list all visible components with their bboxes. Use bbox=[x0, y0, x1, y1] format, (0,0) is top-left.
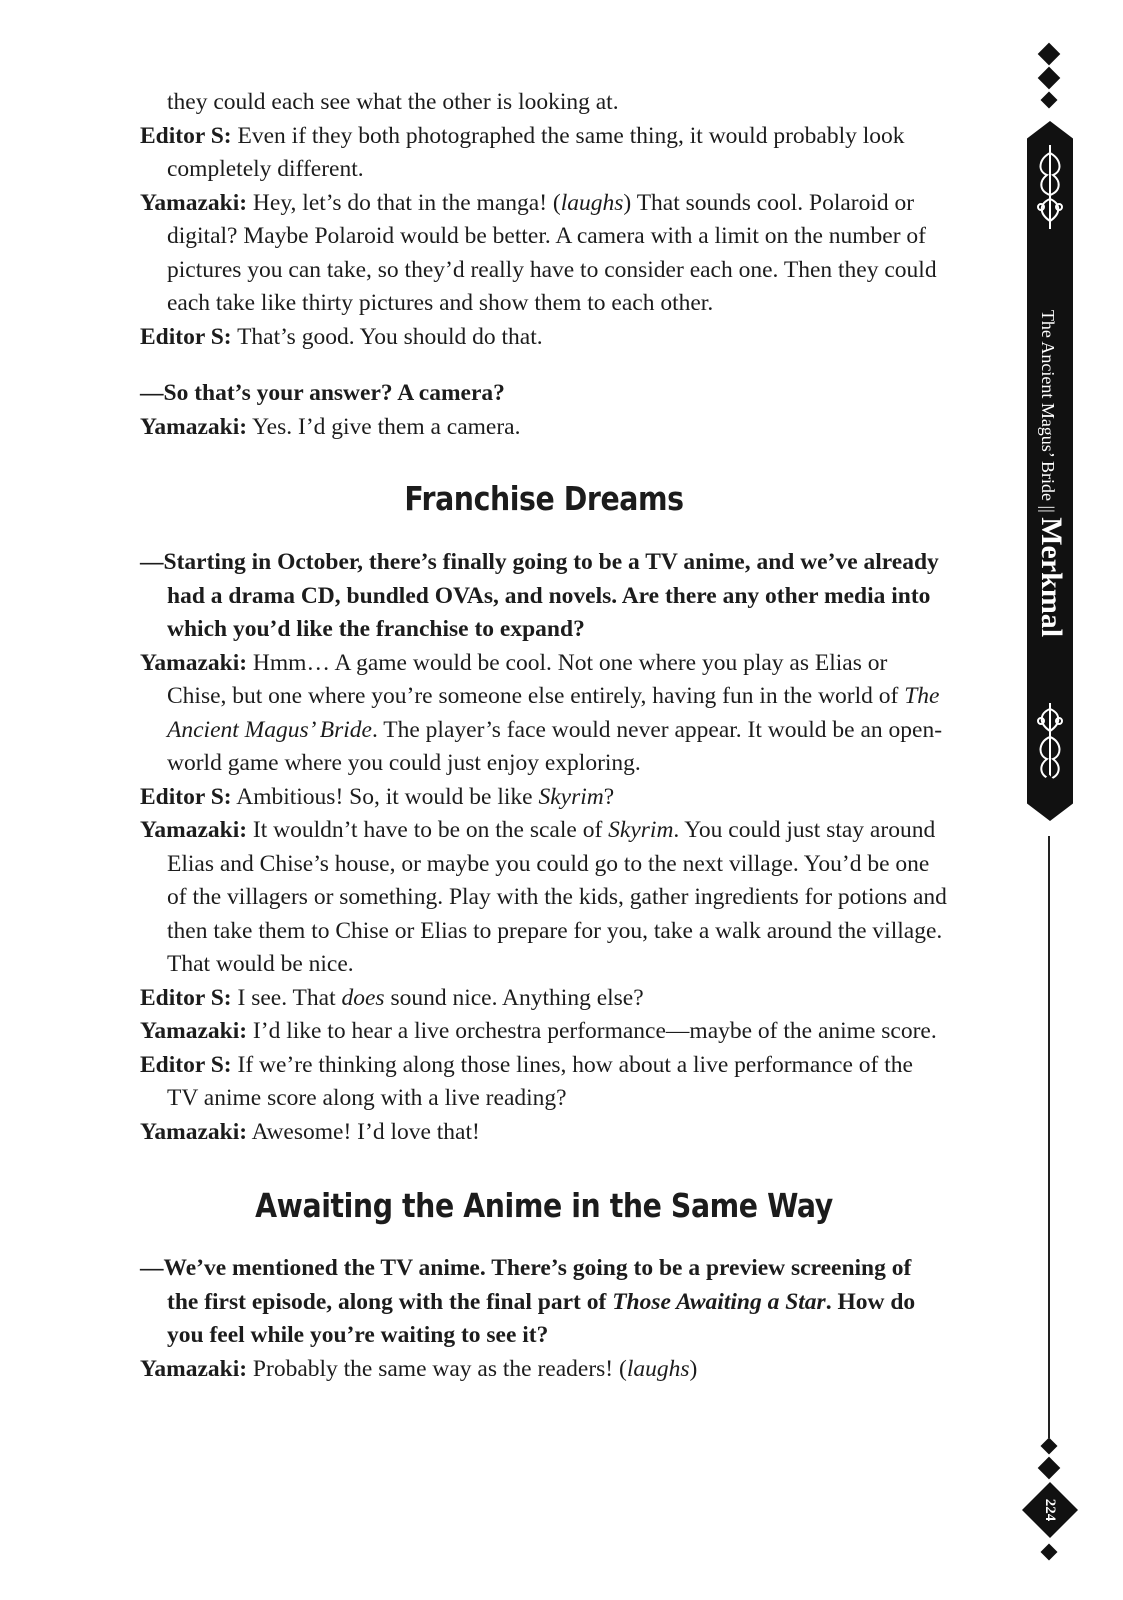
dialogue-text: Hmm… A game would be cool. Not one where you play as Elias or Chise, but one where you’re someone else entirely, having fun in the world of bbox=[167, 649, 905, 709]
dialogue-editor bbox=[140, 781, 948, 815]
dialogue-yamazaki bbox=[140, 411, 948, 445]
diamond-ornament bbox=[1038, 67, 1061, 90]
dialogue-text: Yes. I’d give them a camera. bbox=[252, 413, 521, 440]
diamond-ornament bbox=[1038, 43, 1061, 66]
dialogue-italic: laughs bbox=[560, 189, 624, 216]
dialogue-yamazaki bbox=[140, 814, 948, 982]
page-number: 224 bbox=[1042, 1498, 1059, 1522]
ribbon-title bbox=[1033, 253, 1067, 693]
flourish-ornament-top bbox=[1031, 141, 1069, 233]
dialogue-editor bbox=[140, 1049, 948, 1116]
speaker-label: Yamazaki: bbox=[140, 189, 248, 216]
dialogue-text: Hey, let’s do that in the manga! ( bbox=[252, 189, 561, 216]
diamond-ornament bbox=[1038, 1457, 1061, 1480]
dialogue-yamazaki bbox=[140, 187, 948, 321]
speaker-label: Editor S: bbox=[140, 323, 232, 350]
interview-question: —So that’s your answer? A camera? bbox=[140, 380, 505, 406]
speaker-label: Yamazaki: bbox=[140, 649, 248, 676]
diamond-ornament bbox=[1041, 1438, 1058, 1455]
speaker-label: Yamazaki: bbox=[140, 1118, 248, 1145]
dialogue-italic: laughs bbox=[626, 1355, 690, 1382]
dialogue-italic: Skyrim bbox=[538, 783, 604, 810]
dialogue-yamazaki bbox=[140, 1116, 948, 1150]
dialogue-italic: Skyrim bbox=[608, 817, 674, 843]
interview-question bbox=[140, 1252, 948, 1353]
dialogue-text: That’s good. You should do that. bbox=[237, 323, 543, 350]
dialogue-text: It wouldn’t have to be on the scale of bbox=[252, 817, 609, 843]
book-title: The Ancient Magus’ Bride bbox=[1038, 309, 1059, 501]
dialogue-text: ? bbox=[603, 783, 615, 810]
speaker-label: Yamazaki: bbox=[140, 1355, 248, 1382]
dialogue-text: sound nice. Anything else? bbox=[384, 984, 644, 1011]
dialogue-text: Ambitious! So, it would be like bbox=[236, 783, 539, 810]
side-ribbon bbox=[1010, 36, 1090, 1571]
interview-question: —Starting in October, there’s finally going to be a TV anime, and we’ve already had a drama CD, bundled OVAs, and novels. Are there any other media into which you’d like the franchise to expand? bbox=[140, 549, 939, 642]
dialogue-text: Awesome! I’d love that! bbox=[251, 1118, 480, 1145]
dialogue-text: If we’re thinking along those lines, how about a live performance of the TV anime score along with a live reading? bbox=[167, 1051, 913, 1111]
dialogue-editor bbox=[140, 120, 948, 187]
dialogue-text: ) bbox=[689, 1355, 698, 1382]
dialogue-text: I see. That bbox=[237, 984, 342, 1011]
vertical-rule bbox=[1048, 836, 1050, 1438]
title-separator: || bbox=[1038, 504, 1059, 513]
speaker-label: Editor S: bbox=[140, 783, 232, 810]
speaker-label: Editor S: bbox=[140, 1051, 232, 1078]
dialogue-text: I’d like to hear a live orchestra performance—maybe of the anime score. bbox=[252, 1018, 937, 1044]
dialogue-text: ) That sounds cool. Polaroid or digital? Maybe Polaroid would be better. A camera with a limit on the number of pictures you can take, so they’d really have to consider each one. Then they could each take like thirty pictures and show them to each other. bbox=[167, 189, 937, 316]
speaker-label: Yamazaki: bbox=[140, 413, 248, 440]
speaker-label: Yamazaki: bbox=[140, 1018, 248, 1044]
dialogue-editor bbox=[140, 321, 948, 355]
dialogue-editor bbox=[140, 982, 948, 1016]
section-title: Merkmal bbox=[1035, 516, 1069, 637]
dialogue-italic: The Ancient Magus’ Bride bbox=[167, 683, 940, 743]
speaker-label: Yamazaki: bbox=[140, 817, 248, 843]
dialogue-text: Even if they both photographed the same thing, it would probably look completely different. bbox=[167, 122, 905, 182]
dialogue-yamazaki bbox=[140, 1353, 948, 1387]
speaker-label: Editor S: bbox=[140, 122, 232, 149]
dialogue-text: . You could just stay around Elias and Chise’s house, or maybe you could go to the next village. You’d be one of the villagers or something. Play with the kids, gather ingredients for potions and then take them to Chise or Elias to prepare for you, take a walk around the village. That would be nice. bbox=[167, 817, 947, 977]
page-body bbox=[140, 86, 948, 1386]
dialogue-yamazaki bbox=[140, 1015, 948, 1049]
question-italic: Those Awaiting a Star bbox=[612, 1288, 826, 1315]
dialogue-italic: does bbox=[341, 984, 385, 1011]
speaker-label: Editor S: bbox=[140, 984, 232, 1011]
question-text: —We’ve mentioned the TV anime. There’s going to be a preview screening of the first episode, along with the final part of bbox=[140, 1255, 912, 1315]
dialogue-yamazaki bbox=[140, 647, 948, 781]
dialogue-text: . The player’s face would never appear. It would be an open-world game where you could just enjoy exploring. bbox=[167, 716, 943, 776]
diamond-ornament bbox=[1041, 92, 1058, 109]
diamond-ornament bbox=[1041, 1544, 1058, 1561]
dialogue-text: Probably the same way as the readers! ( bbox=[252, 1355, 627, 1382]
section-heading: Franchise Dreams bbox=[404, 479, 684, 518]
paragraph-continued: they could each see what the other is looking at. bbox=[167, 89, 619, 115]
section-heading: Awaiting the Anime in the Same Way bbox=[255, 1186, 833, 1225]
question-text: . How do you feel while you’re waiting to see it? bbox=[167, 1288, 916, 1348]
